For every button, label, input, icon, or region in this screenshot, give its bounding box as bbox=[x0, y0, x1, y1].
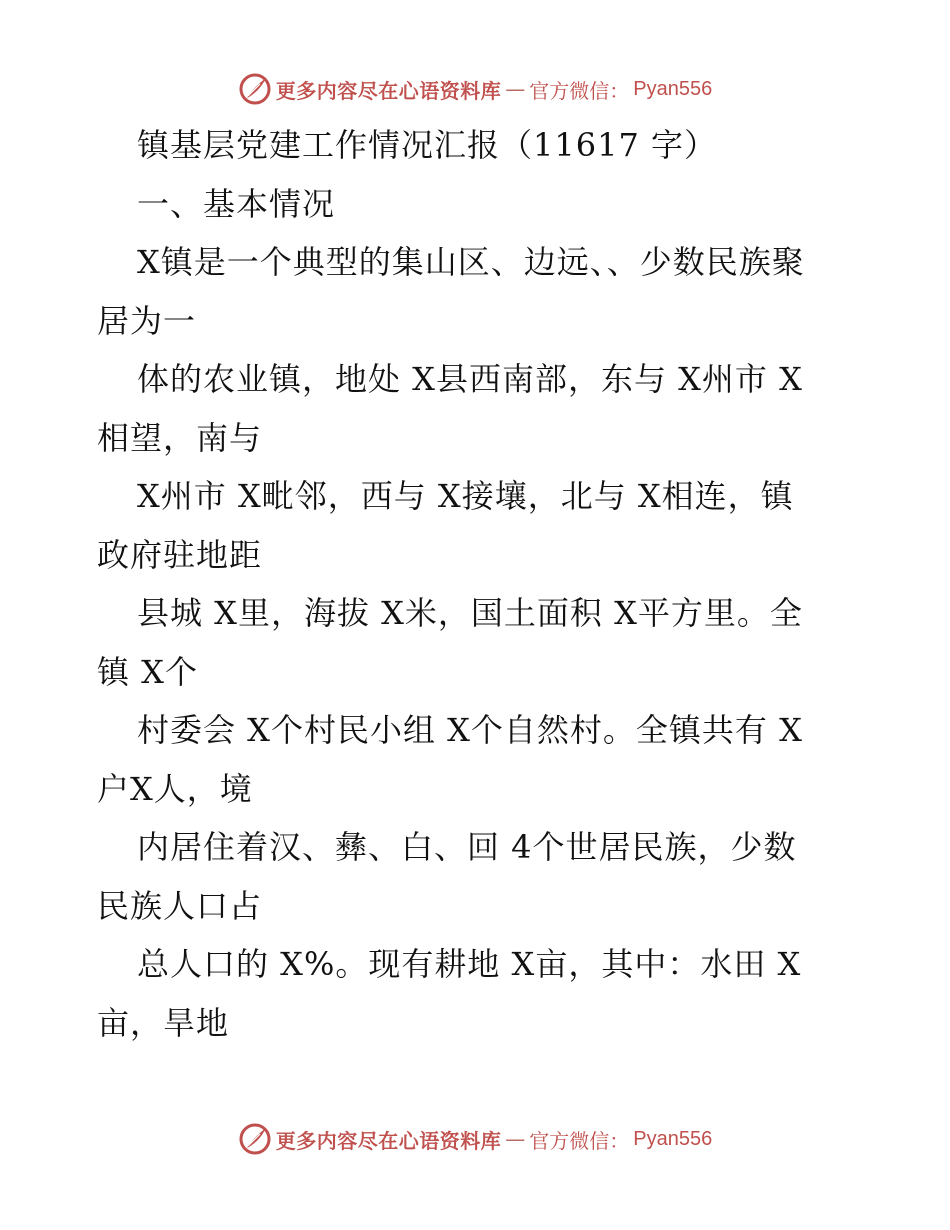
paragraph-line: 政府驻地距 bbox=[97, 535, 263, 574]
watermark-separator: — bbox=[505, 1127, 526, 1151]
paragraph-line: 相望，南与 bbox=[97, 418, 263, 457]
paragraph-line: 县城 X里，海拔 X米，国土面积 X平方里。全 bbox=[137, 594, 803, 632]
document-body bbox=[97, 116, 857, 1052]
paragraph-line: X州市 X毗邻，西与 X接壤，北与 X相连，镇 bbox=[137, 477, 794, 515]
paragraph-line: 村委会 X个村民小组 X个自然村。全镇共有 X bbox=[137, 711, 803, 749]
paragraph-line: 总人口的 X%。现有耕地 X亩，其中：水田 X bbox=[137, 945, 802, 983]
watermark-wechat-id: Pyan556 bbox=[633, 77, 713, 100]
watermark-separator: — bbox=[505, 77, 526, 101]
watermark-wechat-label: 官方微信： bbox=[529, 78, 630, 103]
paragraph-line: 亩，旱地 bbox=[97, 1003, 230, 1042]
paragraph-line: 镇 X个 bbox=[97, 652, 198, 691]
feather-logo-icon bbox=[238, 1122, 272, 1156]
paragraph-line: 居为一 bbox=[97, 301, 197, 340]
section-heading: 一、基本情况 bbox=[137, 184, 336, 223]
paragraph-line: 体的农业镇，地处 X县西南部，东与 X州市 X bbox=[137, 360, 803, 398]
watermark-text: 更多内容尽在心语资料库 bbox=[275, 78, 502, 103]
watermark-wechat-id: Pyan556 bbox=[633, 1127, 713, 1150]
document-title: 镇基层党建工作情况汇报（11617 字） bbox=[137, 126, 717, 164]
feather-logo-icon bbox=[238, 72, 272, 106]
paragraph-line: 户X人，境 bbox=[97, 769, 253, 808]
paragraph-line: X镇是一个典型的集山区、边远、、少数民族聚 bbox=[137, 243, 805, 281]
footer-watermark bbox=[0, 1122, 950, 1156]
watermark-text: 更多内容尽在心语资料库 bbox=[275, 1128, 502, 1153]
header-watermark bbox=[0, 72, 950, 106]
paragraph-line: 内居住着汉、彝、白、回 4个世居民族，少数 bbox=[137, 828, 797, 866]
watermark-wechat-label: 官方微信： bbox=[529, 1128, 630, 1153]
paragraph-line: 民族人口占 bbox=[97, 886, 263, 925]
